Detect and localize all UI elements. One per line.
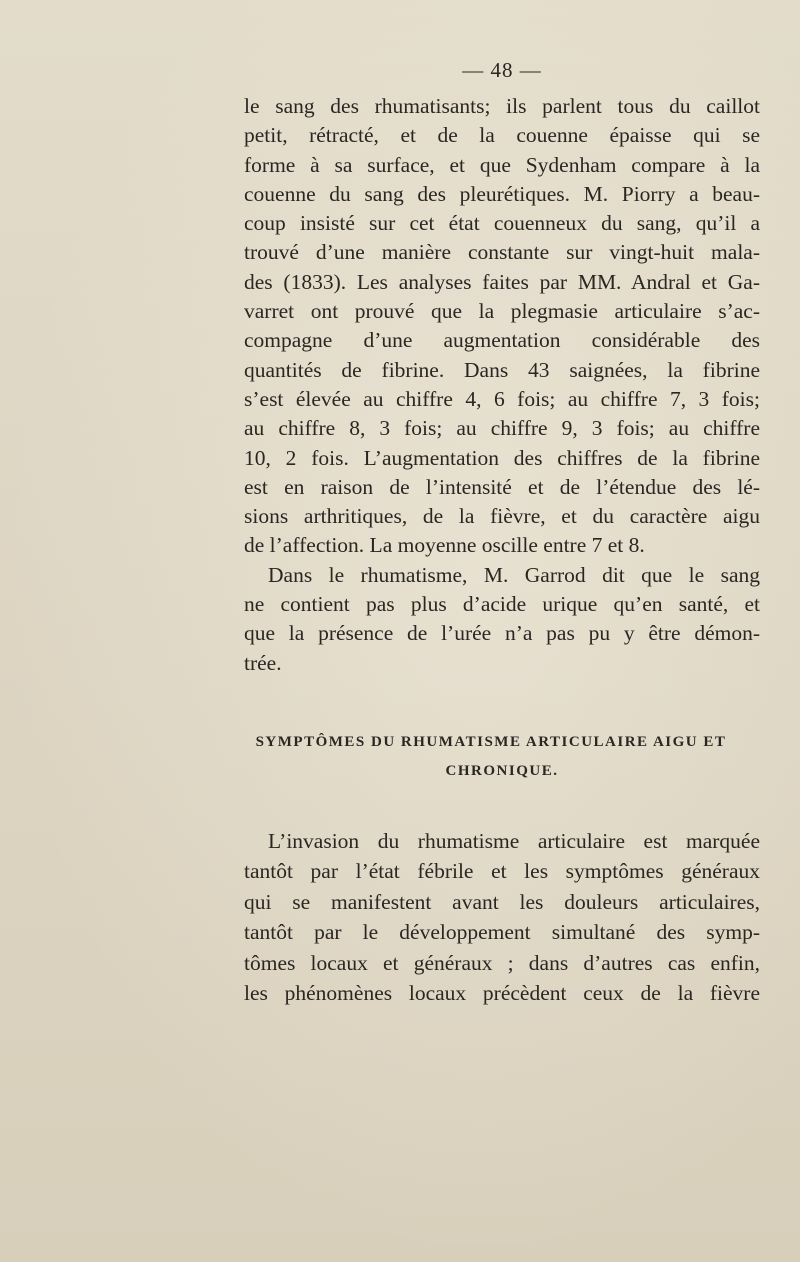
text-line: le sang des rhumatisants; ils parlent tous du caillot	[244, 94, 760, 118]
text-line: des (1833). Les analyses faites par MM. Andral et Ga-	[244, 269, 760, 294]
text-block	[244, 52, 760, 1030]
text-line: au chiffre 8, 3 fois; au chiffre 9, 3 fois; au chiffre	[244, 416, 760, 441]
section-heading	[244, 728, 760, 786]
text-line: tantôt par le développement simultané des symp-	[244, 920, 760, 945]
text-line: petit, rétracté, et de la couenne épaisse qui se	[244, 123, 760, 148]
text-line: que la présence de l’urée n’a pas pu y être démon-	[244, 621, 760, 646]
text-line: forme à sa surface, et que Sydenham compare à la	[244, 152, 760, 177]
text-line: quantités de fibrine. Dans 43 saignées, la fibrine	[244, 357, 760, 382]
text-line: compagne d’une augmentation considérable des	[244, 328, 760, 353]
text-line: coup insisté sur cet état couenneux du sang, qu’il a	[244, 211, 760, 236]
page-number: — 48 —	[462, 58, 542, 82]
text-line: est en raison de l’intensité et de l’étendue des lé-	[244, 474, 760, 499]
text-line: s’est élevée au chiffre 4, 6 fois; au chiffre 7, 3 fois;	[244, 386, 760, 411]
text-line: ne contient pas plus d’acide urique qu’en santé, et	[244, 592, 760, 617]
heading-line: SYMPTÔMES DU RHUMATISME ARTICULAIRE AIGU ET	[255, 733, 727, 750]
text-line: sions arthritiques, de la fièvre, et du caractère aigu	[244, 504, 760, 529]
text-line: 10, 2 fois. L’augmentation des chiffres de la fibrine	[244, 445, 760, 470]
paragraph-3	[244, 826, 760, 1009]
text-line: tantôt par l’état fébrile et les symptômes généraux	[244, 859, 760, 884]
heading-line: CHRONIQUE.	[445, 762, 559, 779]
text-line: couenne du sang des pleurétiques. M. Piorry a beau-	[244, 181, 760, 206]
text-line: trée.	[244, 650, 282, 675]
text-line: tômes locaux et généraux ; dans d’autres cas enfin,	[244, 950, 760, 975]
paragraph-2	[244, 561, 760, 678]
paragraph-1	[244, 92, 760, 561]
text-line: Dans le rhumatisme, M. Garrod dit que le sang	[268, 562, 760, 587]
text-line: varret ont prouvé que la plegmasie articulaire s’ac-	[244, 299, 760, 324]
text-line: trouvé d’une manière constante sur vingt-huit mala-	[244, 240, 760, 265]
text-line: qui se manifestent avant les douleurs articulaires,	[244, 889, 760, 914]
text-line: de l’affection. La moyenne oscille entre 7 et 8.	[244, 533, 645, 558]
text-line: les phénomènes locaux précèdent ceux de la fièvre	[244, 981, 760, 1006]
text-line: L’invasion du rhumatisme articulaire est marquée	[268, 828, 760, 853]
